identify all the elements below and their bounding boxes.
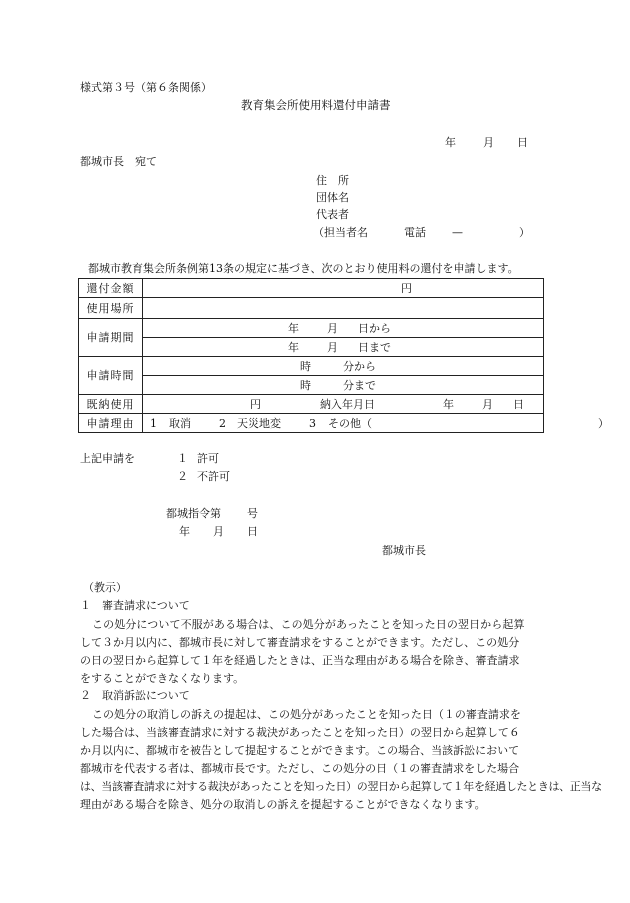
date-year: 年 [445, 136, 456, 149]
date-month: 月 [483, 136, 494, 149]
period-from-year: 年 [288, 322, 299, 335]
reason-close: ） [598, 417, 609, 430]
directive-label: 都城指令第 [166, 507, 221, 520]
period-to-year: 年 [288, 341, 299, 354]
notice-s1-line1: この処分について不服がある場合は、この処分があったことを知った日の翌日から起算 [92, 618, 525, 631]
notice-s2-line4: 都城市を代表する者は、都城市長です。ただし、この処分の日（１の審査請求をした場合 [80, 762, 520, 775]
decision-label: 上記申請を [80, 452, 135, 465]
notice-s1-line3: の日の翌日から起算して１年を経過したときは、正当な理由がある場合を除き、審査請求 [80, 654, 520, 667]
refund-amount-field[interactable] [143, 279, 544, 298]
paid-month: 月 [482, 398, 493, 411]
row-time-from [79, 357, 544, 376]
venue-label: 使用場所 [79, 298, 143, 319]
form-number: 様式第３号（第６条関係） [80, 81, 212, 94]
notice-section2-title: ２ 取消訴訟について [80, 689, 190, 702]
time-to-hour: 時 [300, 379, 311, 392]
decision-month: 月 [213, 525, 224, 538]
row-time-to [79, 376, 544, 395]
addressee: 都城市長 宛て [80, 155, 157, 168]
time-label: 申請時間 [79, 357, 143, 395]
notice-s2-line3: か月以内に、都城市を被告として提起することができます。この場合、当該訴訟において [80, 744, 520, 757]
intro-text: 都城市教育集会所条例第13条の規定に基づき、次のとおり使用料の還付を申請します。 [88, 262, 519, 275]
decision-approve[interactable]: 許可 [197, 452, 219, 465]
decision-day: 日 [247, 525, 258, 538]
mayor-signature: 都城市長 [382, 544, 426, 557]
row-period-to [79, 338, 544, 357]
notice-s2-line2: した場合は、当該審査請求に対する裁決があったことを知った日）の翌日から起算して６ [80, 726, 520, 739]
decision-2-num: ２ [177, 470, 188, 483]
row-period-from [79, 319, 544, 338]
period-from-field[interactable] [143, 319, 544, 338]
reason-1-num: 1 [150, 417, 157, 430]
row-reason [79, 414, 544, 433]
application-table [78, 278, 609, 433]
phone-dash: — [452, 226, 463, 239]
time-from-field[interactable] [143, 357, 544, 376]
paid-fee-label: 既納使用 [79, 395, 143, 414]
venue-field[interactable] [143, 298, 544, 319]
period-to-field[interactable] [143, 338, 544, 357]
row-refund-amount [79, 279, 544, 298]
date-day: 日 [517, 136, 528, 149]
notice-s2-line5: は、当該審査請求に対する裁決があったことを知った日）の翌日から起算して１年を経過したときは、正当な [80, 780, 602, 793]
notice-s2-line1: この処分の取消しの訴えの提起は、この処分があったことを知った日（１の審査請求を [92, 708, 521, 721]
reason-2-disaster[interactable]: 天災地変 [237, 417, 281, 430]
row-venue [79, 298, 544, 319]
phone-label: 電話 [404, 226, 426, 239]
refund-amount-label: 還付金額 [79, 279, 143, 298]
time-from-minute: 分から [343, 360, 376, 373]
reason-field[interactable] [143, 414, 609, 433]
reason-3-num: 3 [309, 417, 316, 430]
contact-close: ） [519, 226, 530, 239]
refund-amount-unit: 円 [401, 282, 412, 295]
period-from-month: 月 [327, 322, 338, 335]
decision-reject[interactable]: 不許可 [197, 470, 230, 483]
notice-heading: （教示） [83, 581, 127, 594]
period-from-day: 日から [358, 322, 391, 335]
period-label: 申請期間 [79, 319, 143, 357]
paid-fee-field[interactable] [143, 395, 544, 414]
reason-label: 申請理由 [79, 414, 143, 433]
paid-date-label: 納入年月日 [320, 398, 375, 411]
notice-section1-title: １ 審査請求について [80, 599, 190, 612]
reason-2-num: 2 [219, 417, 226, 430]
applicant-group-label: 団体名 [316, 191, 349, 204]
period-to-month: 月 [327, 341, 338, 354]
applicant-address-label: 住 所 [316, 174, 349, 187]
time-to-minute: 分まで [343, 379, 376, 392]
notice-s1-line2: して３か月以内に、都城市長に対して審査請求をすることができます。ただし、この処分 [80, 636, 520, 649]
notice-s2-line6: 理由がある場合を除き、処分の取消しの訴えを提起することができなくなります。 [80, 798, 486, 811]
contact-person-label: （担当者名 [313, 226, 368, 239]
period-to-day: 日まで [358, 341, 391, 354]
notice-s1-line4: をすることができなくなります。 [80, 672, 245, 685]
paid-year: 年 [443, 398, 454, 411]
reason-3-other[interactable]: その他（ [328, 417, 372, 430]
time-to-field[interactable] [143, 376, 544, 395]
row-paid-fee [79, 395, 544, 414]
paid-fee-unit: 円 [250, 398, 261, 411]
directive-number-label: 号 [247, 507, 258, 520]
paid-day: 日 [513, 398, 524, 411]
reason-1-cancel[interactable]: 取消 [169, 417, 191, 430]
decision-year: 年 [179, 525, 190, 538]
applicant-representative-label: 代表者 [316, 208, 349, 221]
form-title: 教育集会所使用料還付申請書 [241, 98, 391, 112]
decision-1-num: １ [177, 452, 188, 465]
time-from-hour: 時 [300, 360, 311, 373]
